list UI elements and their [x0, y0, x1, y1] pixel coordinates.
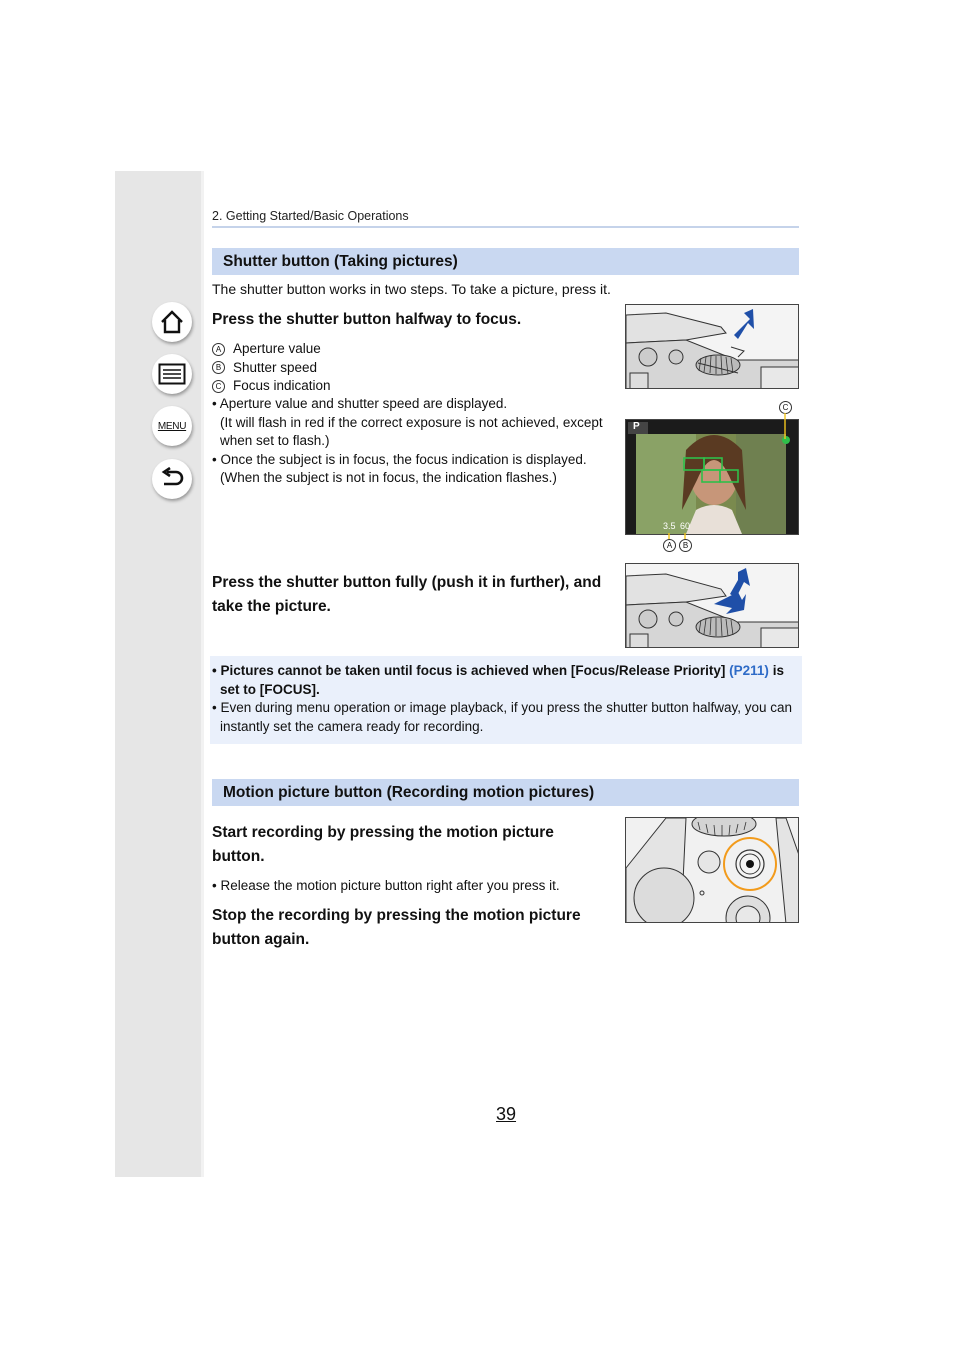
breadcrumb: 2. Getting Started/Basic Operations [212, 209, 409, 223]
bullet-subline: (It will flash in red if the correct exposure is not achieved, except when set to flash.) [220, 414, 603, 448]
home-button[interactable] [152, 302, 192, 342]
bullet-subline: (When the subject is not in focus, the indication flashes.) [220, 470, 557, 485]
label-a: A [663, 539, 676, 552]
legend-mark: B [212, 361, 225, 374]
bullet-line: • Once the subject is in focus, the focus indication is displayed. [212, 451, 587, 467]
section-heading-shutter: Shutter button (Taking pictures) [212, 248, 799, 275]
return-icon [159, 467, 185, 491]
legend-item [212, 377, 331, 396]
section-heading-motion: Motion picture button (Recording motion pictures) [212, 779, 799, 806]
sidebar [115, 171, 204, 1177]
shutter-speed-readout: 60 [680, 521, 691, 531]
home-icon [159, 309, 185, 335]
list-icon [158, 363, 186, 385]
legend-text: Aperture value [233, 341, 321, 356]
step-start-recording-title: Start recording by pressing the motion picture button. [212, 824, 554, 865]
shutter-halfpress-illustration [625, 304, 799, 389]
note-bold-tail: is set to [FOCUS]. [220, 663, 784, 697]
legend-item [212, 359, 331, 378]
contents-button[interactable] [152, 354, 192, 394]
note-text: Even during menu operation or image playback, if you press the shutter button halfway, you can instantly set the camera ready for recording. [220, 700, 793, 734]
note-item-focus: • Pictures cannot be taken until focus is achieved when [Focus/Release Priority] (P211) is set to [FOCUS]. [212, 663, 784, 697]
note-item-playback: • Even during menu operation or image playback, if you press the shutter button halfway, you can instantly set the camera ready for recording. [212, 700, 793, 734]
legend-text: Focus indication [233, 378, 331, 393]
label-c: C [779, 401, 792, 414]
focus-indicator-line [780, 413, 792, 443]
page-link-p211[interactable]: (P211) [729, 663, 769, 678]
label-b: B [679, 539, 692, 552]
legend-mark: A [212, 343, 225, 356]
page-number: 39 [496, 1104, 517, 1124]
shutter-fullpress-illustration [625, 563, 799, 648]
camera-screen-illustration [625, 419, 799, 535]
halfway-bullets [212, 395, 617, 488]
bullet-item [212, 451, 617, 488]
legend-list [212, 340, 331, 396]
legend-mark: C [212, 380, 225, 393]
legend-item [212, 340, 331, 359]
motion-bullet: • Release the motion picture button right after you press it. [212, 878, 560, 893]
intro-text: The shutter button works in two steps. To take a picture, press it. [212, 281, 611, 297]
mode-indicator: P [633, 421, 640, 432]
bullet-item [212, 395, 617, 451]
menu-label: MENU [157, 420, 187, 432]
note-bold-text: Pictures cannot be taken until focus is achieved when [Focus/Release Priority] [220, 663, 726, 678]
bullet-line: • Aperture value and shutter speed are displayed. [212, 396, 508, 411]
step-halfway-title: Press the shutter button halfway to focus. [212, 311, 522, 328]
aperture-readout: 3.5 [663, 521, 676, 531]
legend-text: Shutter speed [233, 359, 318, 375]
header-rule [212, 226, 799, 228]
note-box [210, 656, 802, 744]
back-button[interactable] [152, 459, 192, 499]
step-stop-recording-title: Stop the recording by pressing the motion picture button again. [212, 907, 581, 948]
step-fullpress-title: Press the shutter button fully (push it in further), and take the picture. [212, 574, 602, 615]
motion-button-illustration [625, 817, 799, 923]
menu-button[interactable] [152, 406, 192, 446]
